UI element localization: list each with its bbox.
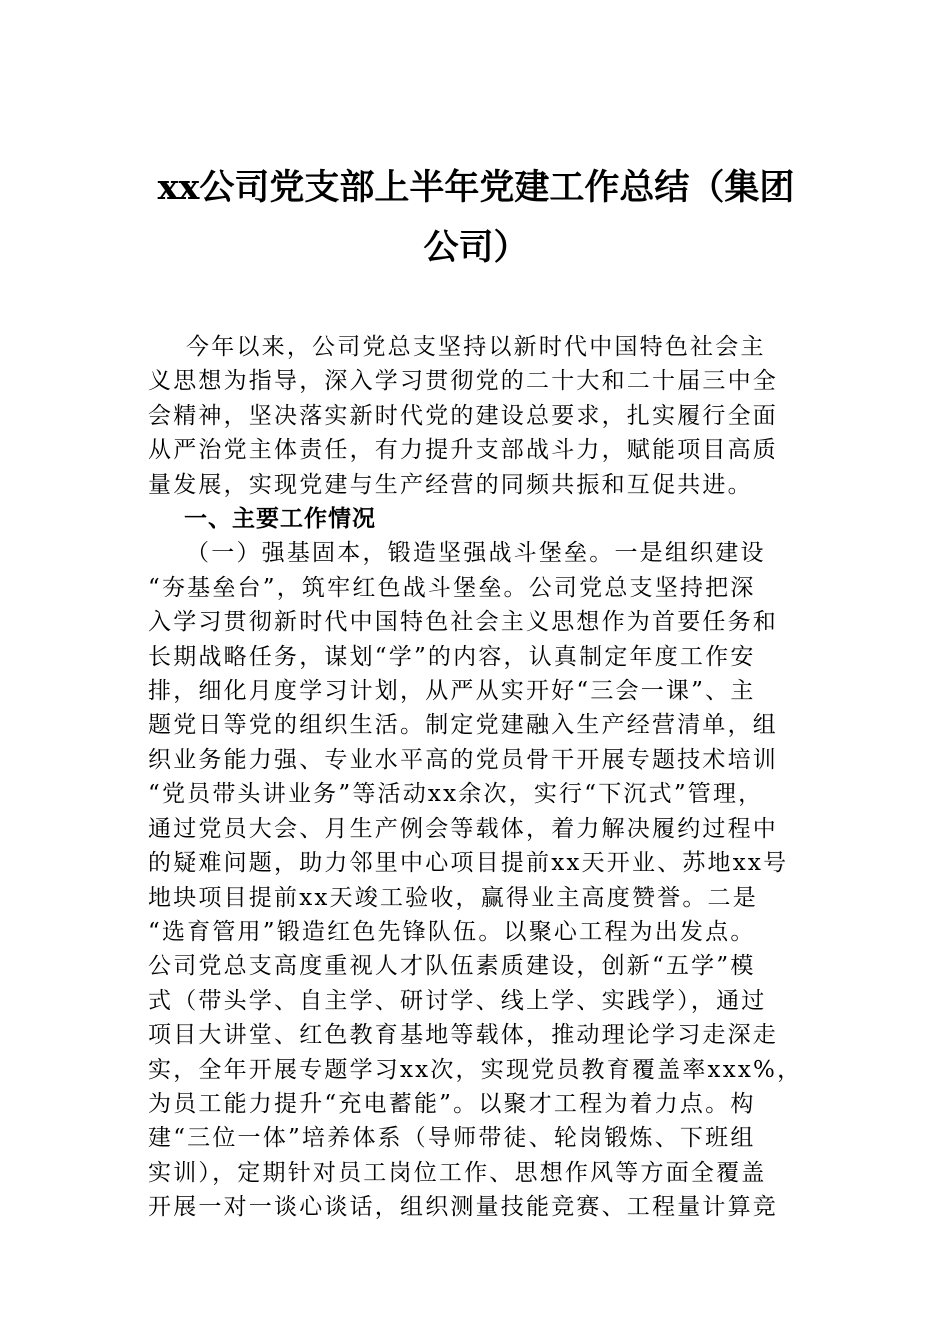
section-line: 长期战略任务，谋划“学”的内容，认真制定年度工作安 [148,643,756,670]
title-line: 公司） [423,227,529,268]
section-line: 开展一对一谈心谈话，组织测量技能竞赛、工程量计算竞 [148,1194,778,1221]
section-line: 建“三位一体”培养体系（导师带徒、轮岗锻炼、下班组 [148,1125,756,1152]
intro-line: 量发展，实现党建与生产经营的同频共振和互促共进。 [148,471,753,498]
section-line: “党员带头讲业务”等活动xx余次，实行“下沉式”管理， [148,781,764,808]
section-line: 为员工能力提升“充电蓄能”。以聚才工程为着力点。构 [148,1090,756,1117]
section-line: 排，细化月度学习计划，从严从实开好“三会一课”、主 [148,678,756,705]
section-line: 项目大讲堂、红色教育基地等载体，推动理论学习走深走 [148,1022,778,1049]
section-line: 入学习贯彻新时代中国特色社会主义思想作为首要任务和 [148,609,778,636]
section-line: 题党日等党的组织生活。制定党建融入生产经营清单，组 [148,712,778,739]
title-line: xx公司党支部上半年党建工作总结（集团 [157,167,795,208]
section-line: 的疑难问题，助力邻里中心项目提前xx天开业、苏地xx号 [148,850,789,877]
section-line: 通过党员大会、月生产例会等载体，着力解决履约过程中 [148,815,778,842]
intro-line: 今年以来，公司党总支坚持以新时代中国特色社会主 [148,334,766,360]
section-line: “夯基垒台”，筑牢红色战斗堡垒。公司党总支坚持把深 [148,574,756,601]
section-line: （一）强基固本，锻造坚强战斗堡垒。一是组织建设 [148,540,766,567]
section-line: 实训），定期针对员工岗位工作、思想作风等方面全覆盖 [148,1159,767,1186]
section-line: “选育管用”锻造红色先锋队伍。以聚心工程为出发点。 [148,918,756,945]
section-line: 地块项目提前xx天竣工验收，赢得业主高度赞誉。二是 [148,884,758,911]
document-title [148,158,804,278]
section-line: 公司党总支高度重视人才队伍素质建设，创新“五学”模 [148,953,756,980]
intro-line: 会精神，坚决落实新时代党的建设总要求，扎实履行全面 [148,402,778,429]
document-body [148,330,804,1225]
section-line: 实，全年开展专题学习xx次，实现党员教育覆盖率xxx%， [148,1056,803,1083]
intro-line: 从严治党主体责任，有力提升支部战斗力，赋能项目高质 [148,437,778,464]
section-line: 织业务能力强、专业水平高的党员骨干开展专题技术培训 [148,746,778,773]
section-line: 式（带头学、自主学、研讨学、线上学、实践学），通过 [148,987,767,1014]
section-heading: 一、主要工作情况 [148,505,377,533]
intro-line: 义思想为指导，深入学习贯彻党的二十大和二十届三中全 [148,368,778,395]
